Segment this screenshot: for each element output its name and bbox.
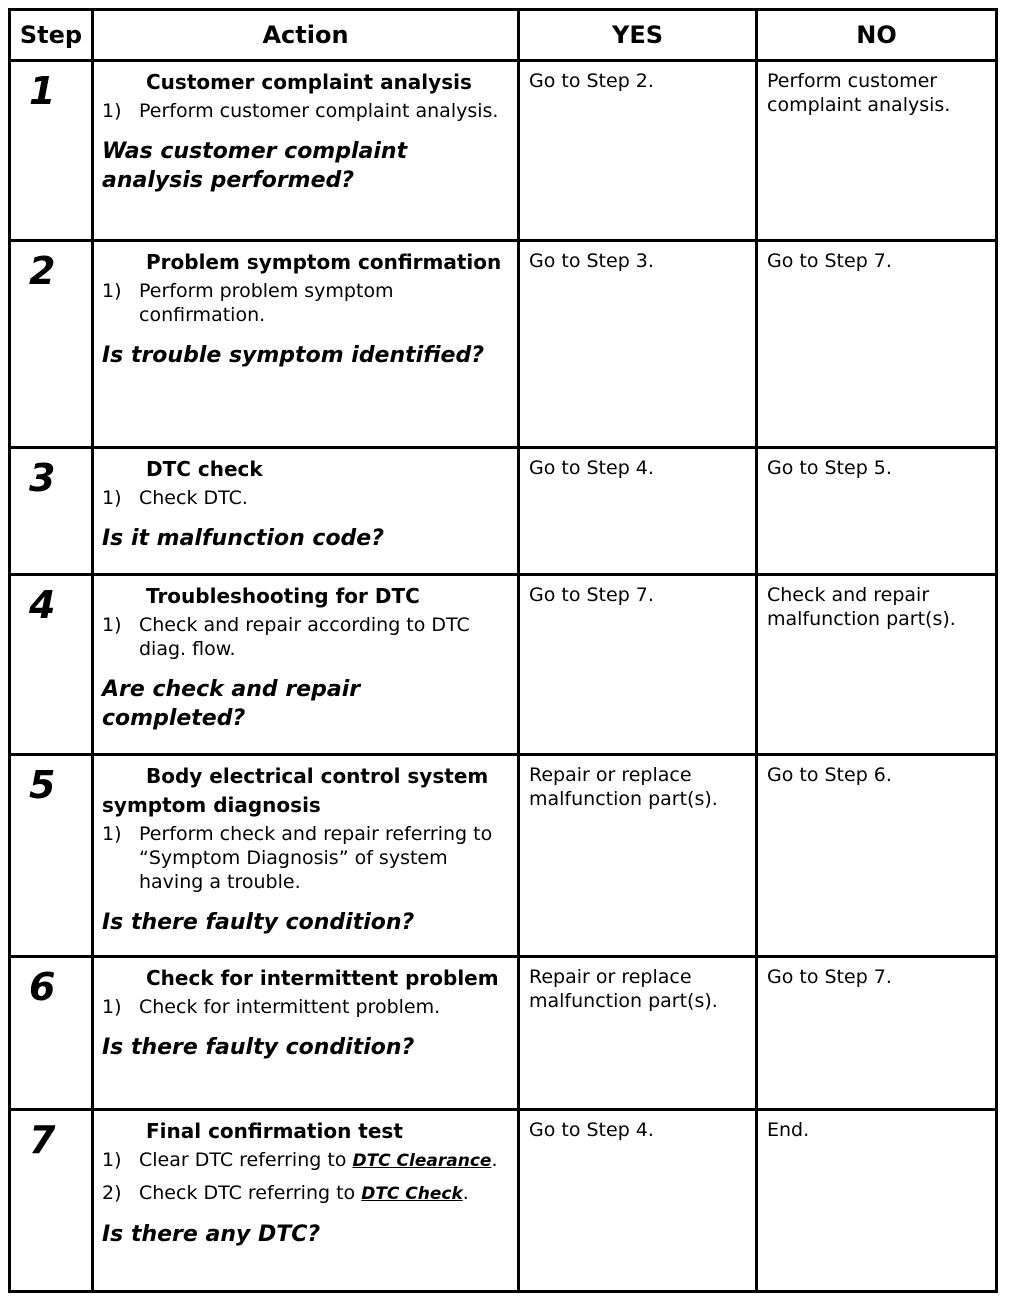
instruction-number: 1)	[102, 487, 122, 509]
yes-cell	[519, 575, 757, 755]
action-title: Body electrical control system symptom diagnosis	[102, 764, 489, 817]
action-question: Is trouble symptom identified?	[102, 343, 484, 368]
no-cell	[757, 575, 997, 755]
action-cell	[93, 1110, 519, 1292]
instruction-suffix: .	[462, 1182, 469, 1204]
step-row	[10, 61, 997, 241]
instruction-text: Perform check and repair referring to “Symptom Diagnosis” of system having a trouble.	[139, 823, 493, 893]
yes-cell	[519, 448, 757, 575]
reference-link[interactable]: DTC Clearance	[352, 1151, 492, 1171]
step-number: 6	[29, 965, 56, 1009]
no-result: Check and repair malfunction part(s).	[767, 584, 956, 630]
step-row	[10, 448, 997, 575]
action-cell	[93, 448, 519, 575]
header-step: Step	[10, 10, 93, 61]
header-no: NO	[757, 10, 997, 61]
instruction-item	[102, 1181, 509, 1206]
troubleshooting-table	[8, 8, 998, 1293]
instruction-text: Perform customer complaint analysis.	[139, 100, 499, 122]
instruction-text: Check and repair according to DTC diag. flow.	[139, 614, 470, 660]
yes-cell	[519, 1110, 757, 1292]
instruction-text: Check DTC.	[139, 487, 248, 509]
yes-result: Repair or replace malfunction part(s).	[529, 966, 718, 1012]
action-cell	[93, 575, 519, 755]
action-cell	[93, 957, 519, 1110]
step-row	[10, 575, 997, 755]
step-cell	[10, 61, 93, 241]
action-title: Final confirmation test	[146, 1119, 403, 1143]
instruction-text: Clear DTC referring to	[139, 1149, 353, 1171]
yes-result: Go to Step 7.	[529, 584, 654, 606]
no-result: Go to Step 7.	[767, 250, 892, 272]
no-cell	[757, 448, 997, 575]
step-number: 3	[29, 456, 56, 500]
step-number: 7	[29, 1118, 56, 1162]
no-result: Perform customer complaint analysis.	[767, 70, 951, 116]
yes-cell	[519, 957, 757, 1110]
instruction-text: Check DTC referring to	[139, 1182, 362, 1204]
yes-result: Go to Step 4.	[529, 457, 654, 479]
no-cell	[757, 61, 997, 241]
instruction-number: 1)	[102, 1149, 122, 1171]
action-cell	[93, 755, 519, 957]
instruction-number: 1)	[102, 280, 122, 302]
yes-result: Go to Step 4.	[529, 1119, 654, 1141]
action-title: Check for intermittent problem	[146, 966, 499, 990]
step-cell	[10, 755, 93, 957]
step-number: 4	[29, 583, 56, 627]
action-question: Is there faulty condition?	[102, 1035, 415, 1060]
no-cell	[757, 957, 997, 1110]
step-number: 2	[29, 249, 56, 293]
reference-link[interactable]: DTC Check	[361, 1184, 463, 1204]
no-result: End.	[767, 1119, 810, 1141]
instruction-number: 1)	[102, 614, 122, 636]
instruction-item	[102, 1148, 509, 1173]
instruction-item	[102, 995, 509, 1019]
step-cell	[10, 575, 93, 755]
step-row	[10, 241, 997, 448]
yes-result: Go to Step 2.	[529, 70, 654, 92]
no-result: Go to Step 7.	[767, 966, 892, 988]
instruction-item	[102, 486, 509, 510]
no-result: Go to Step 5.	[767, 457, 892, 479]
step-row	[10, 755, 997, 957]
action-title: Troubleshooting for DTC	[146, 584, 420, 608]
action-question: Is it malfunction code?	[102, 526, 384, 551]
no-cell	[757, 755, 997, 957]
yes-cell	[519, 241, 757, 448]
header-action: Action	[93, 10, 519, 61]
step-number: 1	[29, 69, 56, 113]
action-cell	[93, 61, 519, 241]
step-row	[10, 1110, 997, 1292]
yes-cell	[519, 61, 757, 241]
action-question: Is there any DTC?	[102, 1222, 321, 1247]
step-cell	[10, 241, 93, 448]
instruction-number: 1)	[102, 100, 122, 122]
action-question: Was customer complaint analysis performed?	[102, 139, 408, 193]
no-cell	[757, 1110, 997, 1292]
instruction-item	[102, 822, 509, 894]
instruction-item	[102, 279, 509, 327]
yes-result: Repair or replace malfunction part(s).	[529, 764, 718, 810]
no-result: Go to Step 6.	[767, 764, 892, 786]
yes-result: Go to Step 3.	[529, 250, 654, 272]
instruction-text: Check for intermittent problem.	[139, 996, 441, 1018]
step-row	[10, 957, 997, 1110]
header-row	[10, 10, 997, 61]
step-cell	[10, 1110, 93, 1292]
step-cell	[10, 448, 93, 575]
action-question: Is there faulty condition?	[102, 910, 415, 935]
instruction-number: 1)	[102, 996, 122, 1018]
instruction-item	[102, 99, 509, 123]
instruction-item	[102, 613, 509, 661]
no-cell	[757, 241, 997, 448]
action-cell	[93, 241, 519, 448]
instruction-text: Perform problem symptom confirmation.	[139, 280, 394, 326]
yes-cell	[519, 755, 757, 957]
step-number: 5	[29, 763, 56, 807]
action-title: DTC check	[146, 457, 263, 481]
action-title: Customer complaint analysis	[146, 70, 472, 94]
action-title: Problem symptom confirmation	[146, 250, 502, 274]
instruction-suffix: .	[491, 1149, 498, 1171]
header-yes: YES	[519, 10, 757, 61]
instruction-number: 1)	[102, 823, 122, 845]
step-cell	[10, 957, 93, 1110]
instruction-number: 2)	[102, 1182, 122, 1204]
action-question: Are check and repair completed?	[102, 677, 361, 731]
